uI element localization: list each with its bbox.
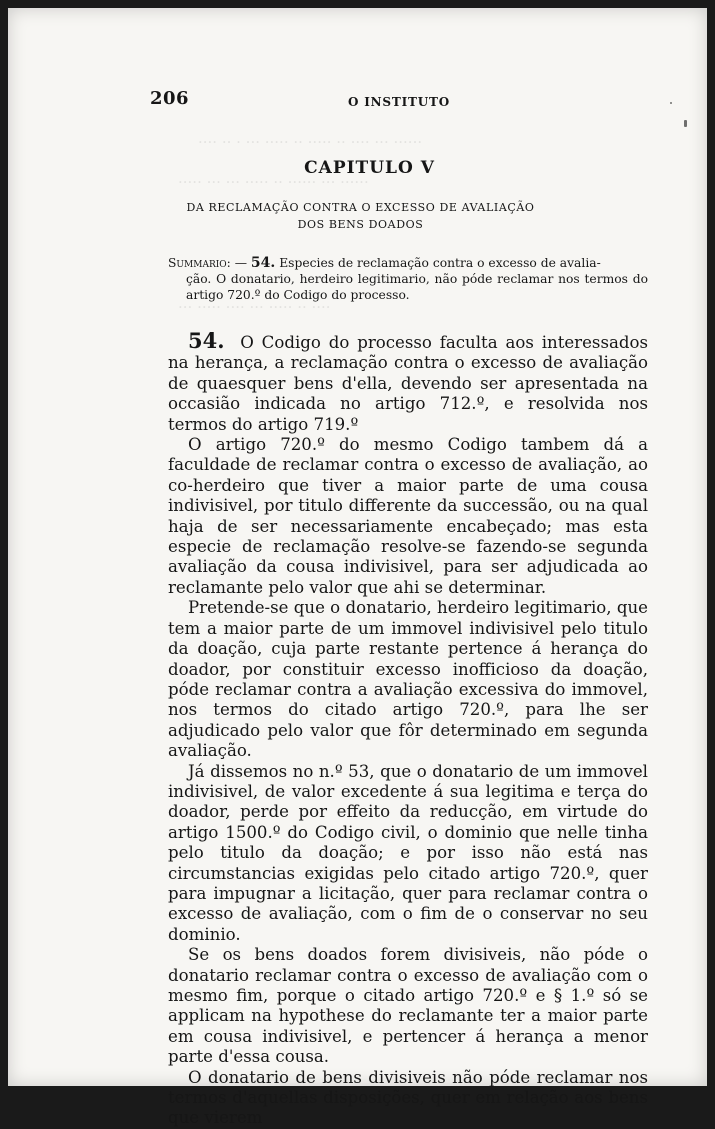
summary-label: Summario: (168, 256, 231, 270)
paragraph (168, 328, 648, 435)
summary-dash: — (230, 256, 251, 270)
chapter-summary (168, 255, 648, 303)
running-title: O INSTITUTO (348, 95, 450, 109)
chapter-title: CAPITULO V (304, 158, 435, 178)
summary-text: ção. O donatario, herdeiro legitimario, não póde reclamar nos termos do artigo 720.º do Codigo do processo. (186, 272, 648, 302)
paragraph: Se os bens doados forem divisiveis, não póde o donatario reclamar contra o excesso de avaliação com o mesmo fim, porque o citado artigo 720.º e § 1.º só se applicam na hypothese do reclamante ter a maior parte em cousa indivisivel, e pertencer á herança a menor parte d'essa cousa. (168, 945, 648, 1067)
book-page (8, 8, 707, 1128)
paper-blemish (670, 102, 672, 104)
paragraph: O artigo 720.º do mesmo Codigo tambem dá a faculdade de reclamar contra o excesso de avaliação, ao co-herdeiro que tiver a maior parte de uma cousa indivisivel, por titulo differente da successão, ou na qual haja de ser necessariamente encabeçado; mas esta especie de reclamação resolve-se fazendo-se segunda avaliação da cousa indivisivel, para ser adjudicada ao reclamante pelo valor que ahi se determinar. (168, 435, 648, 597)
chapter-subtitle-line1: DA RECLAMAÇÃO CONTRA O EXCESSO DE AVALIAÇÃO (186, 201, 535, 214)
paragraph-text: O Codigo do processo faculta aos interessados na herança, a reclamação contra o excesso de avaliação de quaesquer bens d'ella, devendo ser apresentada na occasião indicada no artigo 712.º, e resolvida nos termos do artigo 719.º (168, 333, 648, 434)
body-text (168, 328, 648, 1129)
paragraph: Pretende-se que o donatario, herdeiro legitimario, que tem a maior parte de um immovel indivisivel pelo titulo da doação, cuja parte restante pertence á herança do doador, por constituir excesso inofficioso da doação, póde reclamar contra a avaliação excessiva do immovel, nos termos do citado artigo 720.º, para lhe ser adjudicado pelo valor que fôr determinado em segunda avaliação. (168, 598, 648, 761)
chapter-subtitle-line2: DOS BENS DOADOS (297, 218, 424, 231)
page-number: 206 (150, 88, 190, 109)
paragraph: Já dissemos no n.º 53, que o donatario de um immovel indivisivel, de valor excedente á sua legitima e terça do doador, perde por effeito da reducção, em virtude do artigo 1500.º do Codigo civil, o dominio que nelle tinha pelo titulo da doação; e por isso não está nas circumstancias exigidas pelo citado artigo 720.º, quer para impugnar a licitação, quer para reclamar contra o excesso de avaliação, com o fim de o conservar no seu dominio. (168, 761, 648, 944)
bleed-through-text: ····· ··· ··· ····· ·· ······ ··· ······ (178, 173, 369, 191)
paragraph: O donatario de bens divisiveis não póde reclamar nos termos d'aquellas disposições, quer em relação aos bens que vierem (168, 1067, 648, 1128)
paper-blemish (684, 120, 687, 127)
bleed-through-text: ··· ····· ···· ··· ····· ·· ···· (178, 298, 331, 316)
bleed-through-text: ···· ·· · ··· ····· ·· ····· ·· ···· ··· ······ (198, 133, 423, 151)
summary-text-line1: Especies de reclamação contra o excesso de avalia- (275, 256, 601, 270)
section-number: 54. (188, 328, 225, 353)
summary-section-number: 54. (250, 255, 276, 271)
